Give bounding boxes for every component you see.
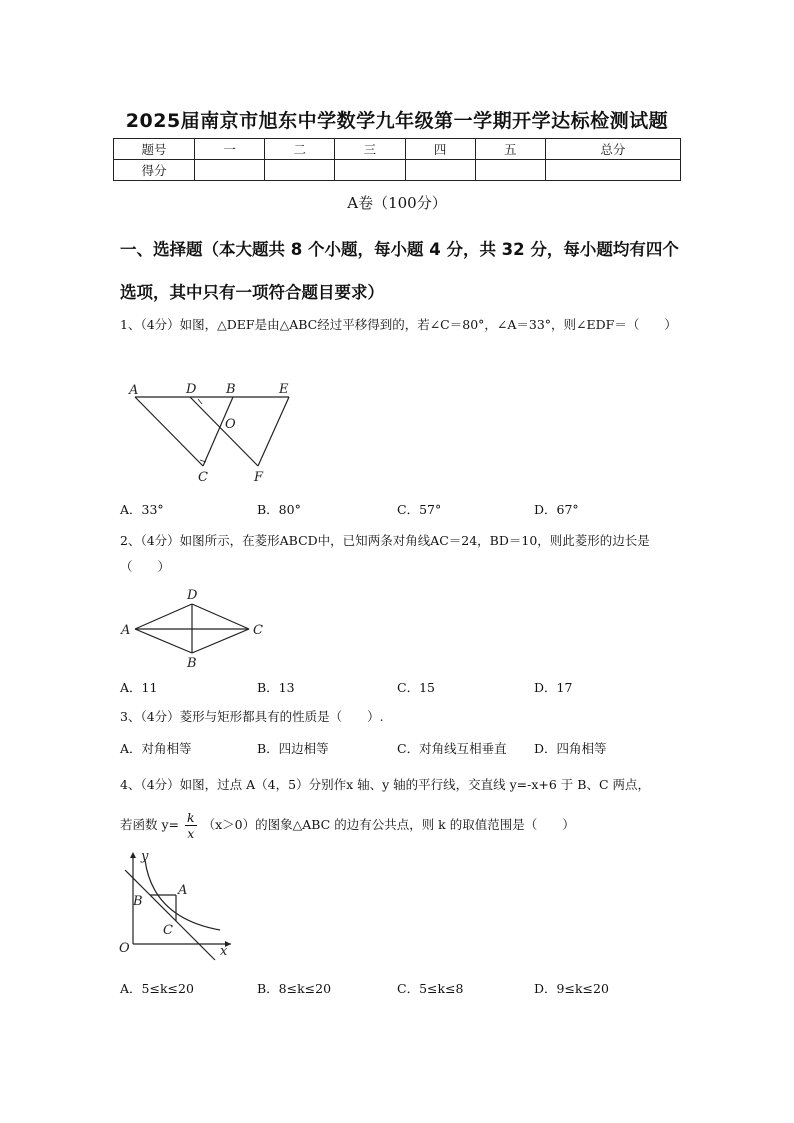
score-cell[interactable] xyxy=(475,160,545,181)
option-b[interactable]: B．四边相等 xyxy=(257,741,329,756)
fig1-label-d: D xyxy=(186,382,197,397)
score-row-label: 得分 xyxy=(114,160,195,181)
score-header-cell: 总分 xyxy=(545,139,680,160)
option-d[interactable]: D．9≤k≤20 xyxy=(534,981,609,996)
option-d[interactable]: D．67° xyxy=(534,502,579,517)
score-cell[interactable] xyxy=(335,160,405,181)
fig1-label-b: B xyxy=(226,382,236,397)
score-cell[interactable] xyxy=(195,160,265,181)
option-b[interactable]: B．8≤k≤20 xyxy=(257,981,332,996)
score-table xyxy=(113,138,681,181)
q4-frac-denominator: x xyxy=(187,826,195,841)
section-a-heading: A卷（100分） xyxy=(347,194,447,212)
question-4-figure xyxy=(115,848,235,964)
fig1-label-f: F xyxy=(254,470,264,485)
q4-stem-pre: 若函数 y= xyxy=(120,817,180,832)
question-1-stem: 1、（4分）如图，△DEF是由△ABC经过平移得到的，若∠C＝80°，∠A＝33°，则∠EDF＝（ ） xyxy=(120,317,677,332)
q4-stem-post: （x＞0）的图象△ABC 的边有公共点，则 k 的取值范围是（ ） xyxy=(202,817,575,832)
question-1-figure xyxy=(120,376,310,486)
fig4-label-o: O xyxy=(119,941,130,956)
option-d[interactable]: D．17 xyxy=(534,680,573,695)
option-c[interactable]: C．对角线互相垂直 xyxy=(397,741,507,756)
fig2-label-a: A xyxy=(121,623,131,638)
fig4-label-b: B xyxy=(133,894,143,909)
score-header-cell: 三 xyxy=(335,139,405,160)
fig2-label-d: D xyxy=(187,588,198,603)
exam-title: 2025届南京市旭东中学数学九年级第一学期开学达标检测试题 xyxy=(125,110,669,132)
question-3-stem: 3、（4分）菱形与矩形都具有的性质是（ ）. xyxy=(120,709,384,724)
score-header-cell: 二 xyxy=(265,139,335,160)
question-4-stem-line2 xyxy=(120,808,680,842)
score-cell[interactable] xyxy=(265,160,335,181)
option-d[interactable]: D．四角相等 xyxy=(534,741,607,756)
question-2-stem: 2、（4分）如图所示，在菱形ABCD中，已知两条对角线AC＝24，BD＝10，则此菱形的边长是（ ） xyxy=(120,533,650,574)
score-header-cell: 题号 xyxy=(114,139,195,160)
score-row xyxy=(114,160,681,181)
fig4-label-c: C xyxy=(163,923,173,938)
score-cell[interactable] xyxy=(405,160,475,181)
option-c[interactable]: C．57° xyxy=(397,502,442,517)
fig2-label-b: B xyxy=(187,656,197,671)
score-header-cell: 一 xyxy=(195,139,265,160)
option-c[interactable]: C．5≤k≤8 xyxy=(397,981,464,996)
fig4-label-a: A xyxy=(178,883,188,898)
fig1-label-e: E xyxy=(279,382,289,397)
option-a[interactable]: A．对角相等 xyxy=(120,741,192,756)
option-a[interactable]: A．33° xyxy=(120,502,164,517)
fig1-label-o: O xyxy=(225,417,236,432)
q4-frac-numerator: k xyxy=(187,810,195,825)
fig1-label-a: A xyxy=(129,383,139,398)
option-b[interactable]: B．80° xyxy=(257,502,301,517)
score-header-cell: 四 xyxy=(405,139,475,160)
score-header-row xyxy=(114,139,681,160)
option-c[interactable]: C．15 xyxy=(397,680,435,695)
fig4-label-y: y xyxy=(141,849,149,864)
score-cell[interactable] xyxy=(545,160,680,181)
fig2-label-c: C xyxy=(253,623,263,638)
question-4-stem-line1: 4、（4分）如图，过点 A（4，5）分别作x 轴、y 轴的平行线，交直线 y=-x+6 于 B、C 两点， xyxy=(120,777,651,792)
option-b[interactable]: B．13 xyxy=(257,680,295,695)
score-header-cell: 五 xyxy=(475,139,545,160)
question-2-figure xyxy=(115,586,275,672)
section1-heading: 一、选择题（本大题共 8 个小题，每小题 4 分，共 32 分，每小题均有四个选项，其中只有一项符合题目要求） xyxy=(120,240,679,302)
option-a[interactable]: A．11 xyxy=(120,680,158,695)
fig1-label-c: C xyxy=(198,470,208,485)
fig4-label-x: x xyxy=(220,944,228,959)
option-a[interactable]: A．5≤k≤20 xyxy=(120,981,194,996)
q4-fraction xyxy=(185,810,197,841)
